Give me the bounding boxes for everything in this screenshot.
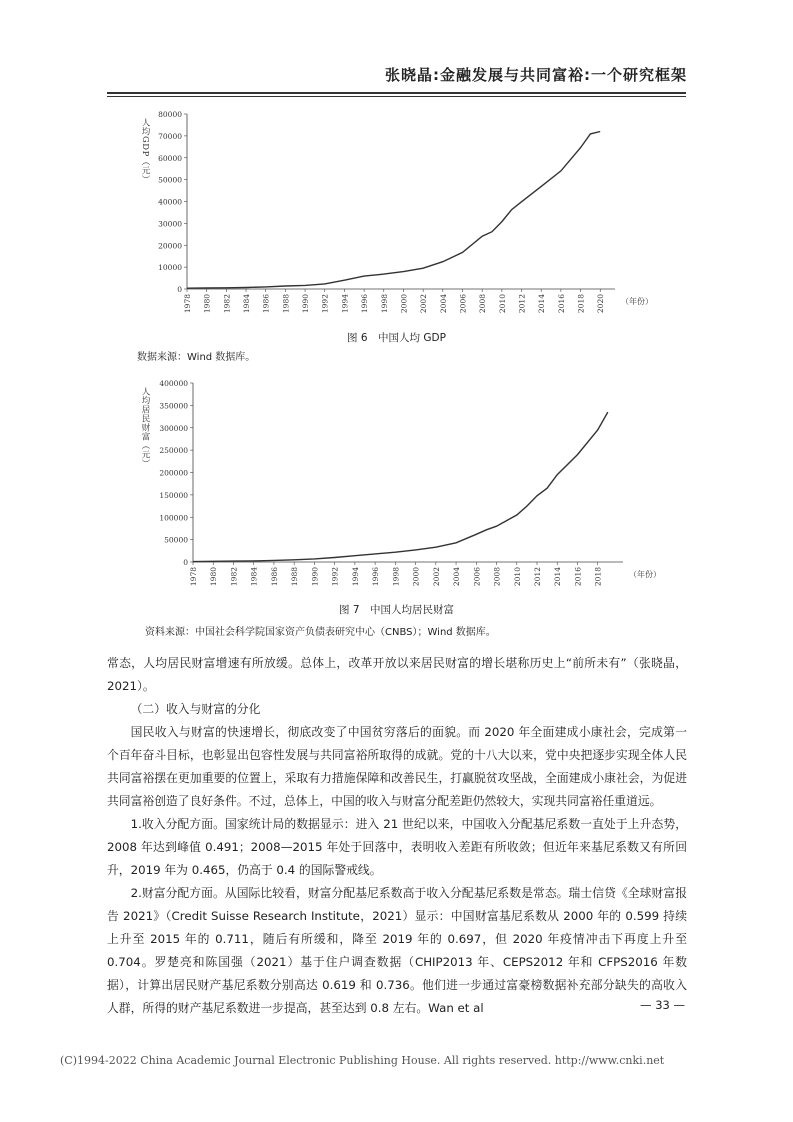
y-axis-label: 人均居民财富（元） [140, 387, 150, 468]
x-tick-label: 1986 [261, 294, 271, 314]
y-tick-label: 70000 [158, 131, 182, 141]
header-rule [107, 92, 686, 94]
x-tick-label: 1988 [290, 567, 300, 587]
x-tick-label: 2006 [458, 294, 468, 314]
section-heading: （二）收入与财富的分化 [130, 702, 261, 716]
x-tick-label: 1978 [183, 294, 192, 314]
y-tick-label: 50000 [164, 535, 188, 545]
y-tick-label: 150000 [159, 490, 188, 500]
x-tick-label: 1990 [310, 567, 320, 587]
x-tick-label: 2002 [419, 294, 429, 314]
x-tick-label: 2014 [537, 294, 547, 314]
y-tick-label: 400000 [159, 379, 188, 388]
x-tick-label: 2018 [576, 294, 586, 314]
x-tick-label: 2008 [492, 567, 502, 587]
x-tick-label: 1996 [371, 567, 381, 587]
x-tick-label: 2020 [596, 294, 606, 314]
x-tick-label: 1984 [249, 567, 259, 587]
x-tick-label: 2002 [431, 567, 441, 587]
figure-7-wealth-chart [135, 378, 665, 593]
figure-7-source: 资料来源：中国社会科学院国家资产负债表研究中心（CNBS）；Wind 数据库。 [145, 627, 496, 638]
y-tick-label: 60000 [158, 153, 182, 163]
x-tick-label: 2016 [573, 567, 583, 587]
y-tick-label: 40000 [158, 197, 182, 207]
x-tick-label: 1998 [391, 567, 401, 587]
x-tick-label: 1994 [350, 567, 360, 587]
x-tick-label: 1994 [340, 294, 350, 314]
figure-7-caption: 图 7 中国人均居民财富 [338, 604, 455, 616]
y-tick-label: 30000 [158, 219, 182, 229]
x-tick-label: 2004 [452, 567, 462, 587]
x-tick-label: 1988 [281, 294, 291, 314]
x-tick-label: 1984 [242, 294, 252, 314]
figure-6-source: 数据来源：Wind 数据库。 [137, 352, 256, 363]
x-tick-label: 2014 [553, 567, 563, 587]
y-tick-label: 10000 [158, 263, 182, 273]
x-tick-label: 1980 [209, 567, 219, 587]
y-tick-label: 100000 [159, 513, 188, 523]
x-tick-label: 2016 [556, 294, 566, 314]
paragraph: 1.收入分配方面。国家统计局的数据显示：进入 21 世纪以来，中国收入分配基尼系数一直处于上升态势，2008 年达到峰值 0.491；2008—2015 年处于回落中，表明收入差距有所收敛；但近年来基尼系数又有所回升，2019 年为 0.465，仍高于 0.4 的国际警戒线。 [107, 817, 687, 877]
x-tick-label: 1982 [222, 294, 232, 314]
x-tick-label: 2012 [517, 294, 527, 314]
y-tick-label: 50000 [158, 175, 182, 185]
x-tick-label: 1978 [189, 567, 198, 587]
copyright-footer: (C)1994-2022 China Academic Journal Electronic Publishing House. All rights reserved. http://www.cnki.net [60, 1054, 665, 1067]
x-tick-label: 1990 [301, 294, 311, 314]
header-rule-thin [107, 96, 686, 97]
x-axis-label: （年份） [629, 570, 661, 579]
figure-6-caption: 图 6 中国人均 GDP [347, 332, 446, 344]
x-tick-label: 1986 [269, 567, 279, 587]
x-tick-label: 1982 [229, 567, 239, 587]
y-tick-label: 0 [183, 558, 188, 567]
x-tick-label: 1980 [202, 294, 212, 314]
x-tick-label: 2006 [472, 567, 482, 587]
x-tick-label: 2010 [497, 294, 507, 314]
y-tick-label: 250000 [159, 446, 188, 456]
y-tick-label: 80000 [158, 110, 182, 119]
x-tick-label: 1998 [379, 294, 389, 314]
x-tick-label: 1992 [330, 567, 340, 587]
x-tick-label: 2018 [593, 567, 603, 587]
page-number: — 33 — [640, 998, 685, 1012]
page-header-title: 张晓晶:金融发展与共同富裕:一个研究框架 [385, 66, 687, 84]
x-tick-label: 2000 [411, 567, 421, 587]
y-tick-label: 350000 [159, 401, 188, 411]
x-tick-label: 2012 [533, 567, 542, 587]
paragraph: 国民收入与财富的快速增长，彻底改变了中国贫穷落后的面貌。而 2020 年全面建成小康社会，完成第一个百年奋斗目标，也彰显出包容性发展与共同富裕所取得的成就。党的十八大以来，党中央把逐步实现全体人民共同富裕摆在更加重要的位置上，采取有力措施保障和改善民生，打赢脱贫攻坚战，全面建成小康社会，为促进共同富裕创造了良好条件。不过，总体上，中国的收入与财富分配差距仍然较大，实现共同富裕任重道远。 [107, 725, 687, 808]
y-axis-label: 人均GDP（元） [140, 118, 150, 184]
figure-6-gdp-chart [135, 108, 665, 323]
x-tick-label: 2010 [512, 567, 522, 587]
body-text [107, 652, 687, 1020]
y-tick-label: 300000 [159, 423, 188, 433]
y-tick-label: 0 [177, 285, 182, 294]
paragraph: 2.财富分配方面。从国际比较看，财富分配基尼系数高于收入分配基尼系数是常态。瑞士信贷《全球财富报告 2021》（Credit Suisse Research Institute，2021）显示：中国财富基尼系数从 2000 年的 0.599 持续上升至 2015 年的 0.711，随后有所缓和，降至 2019 年的 0.697，但 2020 年疫情冲击下再度上升至 0.704。罗楚亮和陈国强（2021）基于住户调查数据（CHIP2013 年、CEPS2012 年和 CFPS2016 年数据），计算出居民财产基尼系数分别高达 0.619 和 0.736。他们进一步通过富豪榜数据补充部分缺失的高收入人群，所得的财产基尼系数进一步提高，甚至达到 0.8 左右。Wan et al [107, 886, 687, 1015]
paragraph-continuation: 常态，人均居民财富增速有所放缓。总体上，改革开放以来居民财富的增长堪称历史上“前所未有”（张晓晶，2021）。 [107, 656, 687, 693]
x-tick-label: 1992 [320, 294, 330, 314]
y-tick-label: 20000 [158, 241, 182, 251]
x-axis-label: （年份） [621, 297, 653, 306]
series-line [193, 412, 608, 561]
series-line [187, 132, 600, 289]
x-tick-label: 1996 [360, 294, 370, 314]
x-tick-label: 2000 [399, 294, 409, 314]
x-tick-label: 2008 [478, 294, 488, 314]
x-tick-label: 2004 [438, 294, 448, 314]
y-tick-label: 200000 [159, 468, 188, 478]
